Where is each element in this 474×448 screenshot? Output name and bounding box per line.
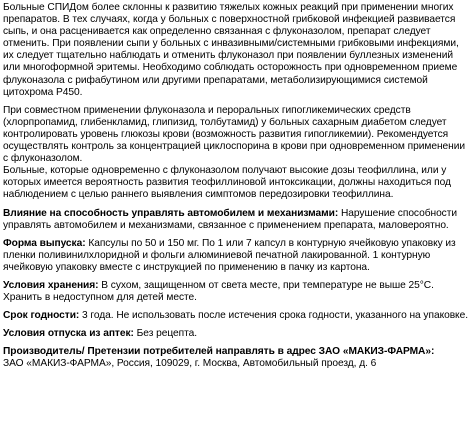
section-driving-heading: Влияние на способность управлять автомобилем и механизмами: bbox=[3, 207, 339, 219]
section-manufacturer-text: ЗАО «МАКИЗ-ФАРМА», Россия, 109029, г. Москва, Автомобильный проезд, д. 6 bbox=[3, 358, 377, 370]
section-release-form-text: Капсулы по 50 и 150 мг. По 1 или 7 капсул в контурную ячейковую упаковку из пленки поливинилхлоридной и фольги алюминиевой печатной лакированной. 1 контурную ячейковую упаковку вместе с инструкцией по применению в пачку из картона. bbox=[3, 237, 456, 273]
section-storage bbox=[3, 280, 469, 304]
section-shelf-life-heading: Срок годности: bbox=[3, 310, 80, 322]
section-dispensing-heading: Условия отпуска из аптек: bbox=[3, 328, 134, 340]
section-release-form-heading: Форма выпуска: bbox=[3, 237, 86, 249]
paragraph-hypoglycemic-drugs: При совместном применении флуконазола и пероральных гипогликемических средств (хлорпропамид, глибенкламид, глипизид, толбутамид) у больных сахарным диабетом следует контролировать уровень глюкозы крови (возможность развития гипогликемии). Рекомендуется осуществлять контроль за концентрацией циклоспорина в крови при одновременном применении с флуконазолом. bbox=[3, 104, 465, 165]
section-driving-text: Нарушение способности управлять автомобилем и механизмами, связанное с применением препарата, маловероятно. bbox=[3, 207, 457, 231]
section-dispensing bbox=[3, 328, 469, 340]
paragraph-theophylline: Больные, которые одновременно с флуконазолом получают высокие дозы теофиллина, или у которых имеется вероятность развития теофиллиновой интоксикации, должны находиться под наблюдением с целью раннего выявления симптомов передозировки теофиллина. bbox=[3, 165, 451, 201]
section-shelf-life-text: 3 года. Не использовать после истечения срока годности, указанного на упаковке. bbox=[79, 310, 468, 322]
section-manufacturer bbox=[3, 346, 469, 370]
section-shelf-life bbox=[3, 310, 469, 322]
section-driving bbox=[3, 208, 469, 232]
section-storage-heading: Условия хранения: bbox=[3, 279, 99, 291]
section-manufacturer-heading: Производитель/ Претензии потребителей направлять в адрес ЗАО «МАКИЗ-ФАРМА»: bbox=[3, 346, 435, 358]
section-dispensing-text: Без рецепта. bbox=[133, 328, 197, 340]
section-storage-text: В сухом, защищенном от света месте, при температуре не выше 25°С. Хранить в недоступном для детей месте. bbox=[3, 279, 434, 304]
section-release-form bbox=[3, 238, 469, 274]
paragraph-aids-skin-reactions: Больные СПИДом более склонны к развитию тяжелых кожных реакций при применении многих препаратов. В тех случаях, когда у больных с поверхностной грибковой инфекцией развивается сыпь, и она расценивается как определенно связанная с флуконазолом, препарат следует отменить. При появлении сыпи у больных с инвазивными/системными грибковыми инфекциями, их следует тщательно наблюдать и отменить флуконазол при появлении буллезных изменений или многоформной эритемы. Необходимо соблюдать осторожность при одновременном приеме флуконазола с рифабутином или другими препаратами, метаболизирующимися системой цитохрома Р450. bbox=[3, 2, 459, 98]
